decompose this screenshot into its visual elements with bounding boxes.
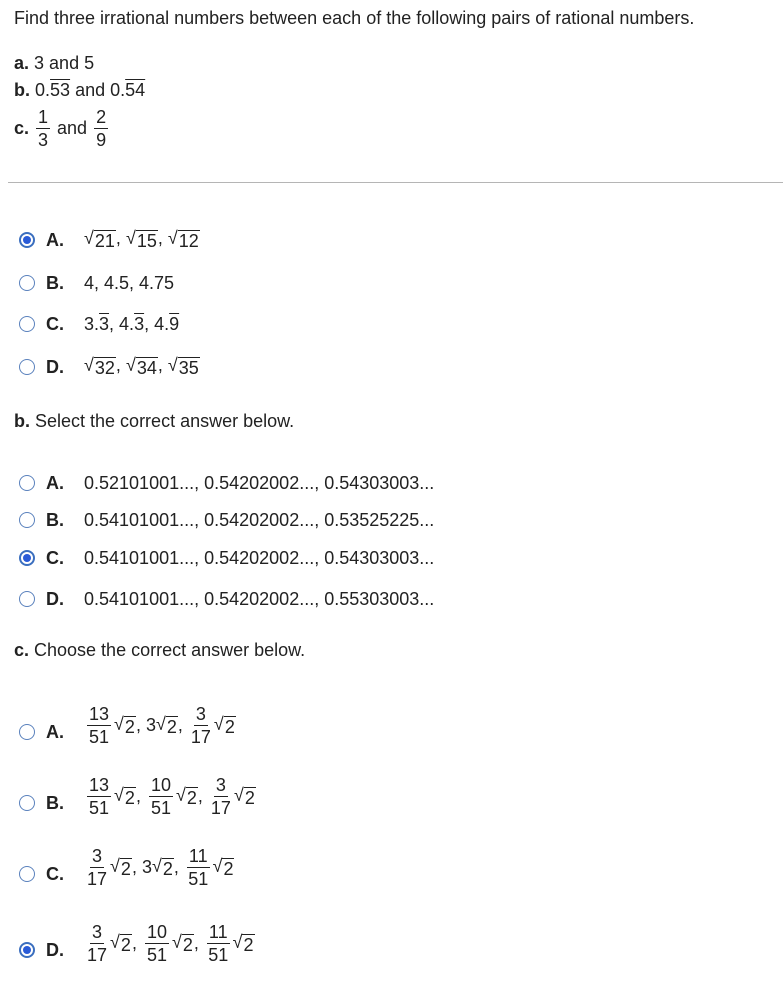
number-a: 0.53 (35, 80, 71, 100)
option-label: C. (46, 314, 64, 334)
number-b: 0.54 (110, 80, 146, 100)
option-text[interactable]: 0.54101001..., 0.54202002..., 0.55303003... (84, 589, 435, 609)
option-label: A. (46, 230, 64, 250)
option-label: A. (46, 722, 64, 742)
radio-c-C[interactable] (19, 866, 35, 882)
radio-b-A[interactable] (19, 475, 35, 491)
question-title: Find three irrational numbers between each of the following pairs of rational numbers. (14, 8, 695, 28)
option-text[interactable]: 4, 4.5, 4.75 (84, 273, 175, 293)
radio-c-B[interactable] (19, 795, 35, 811)
radio-a-B[interactable] (19, 275, 35, 291)
option-text[interactable]: 3.3, 4.3, 4.9 (84, 314, 180, 334)
option-label: B. (46, 273, 64, 293)
option-text[interactable]: $\frac{13}{51}$ √ 2 , 3 √ 2 , $\frac{3}{17}$ √ 2 (89, 704, 235, 747)
divider (8, 182, 783, 183)
part-c-prompt: c. Choose the correct answer below. (14, 640, 306, 660)
and-word: and (57, 118, 88, 139)
radio-c-D[interactable] (19, 942, 35, 958)
part-label: a. (14, 53, 30, 73)
and-word: and (75, 80, 106, 100)
option-text[interactable]: √ 21 , √ 15 , √ 12 (84, 228, 199, 251)
option-label: B. (46, 793, 64, 813)
part-b-line (14, 80, 145, 101)
radio-a-A[interactable] (19, 232, 35, 248)
part-text: 3 and 5 (34, 53, 95, 73)
option-label: C. (46, 864, 64, 884)
option-label: D. (46, 357, 64, 377)
option-label: A. (46, 473, 64, 493)
radio-c-A[interactable] (19, 724, 35, 740)
part-label: b. (14, 80, 30, 100)
option-label: B. (46, 510, 64, 530)
option-label: C. (46, 548, 64, 568)
option-text[interactable]: $\frac{3}{17}$ √ 2 , 3 √ 2 , $\frac{11}{51}$ √ 2 (87, 846, 234, 889)
option-text[interactable]: √ 32 , √ 34 , √ 35 (84, 355, 199, 378)
option-label: D. (46, 589, 64, 609)
option-label: D. (46, 940, 64, 960)
part-c-line (14, 108, 111, 150)
radio-a-D[interactable] (19, 359, 35, 375)
fraction: $\frac{1}{3}$ (38, 107, 49, 150)
fraction: $\frac{2}{9}$ (96, 107, 107, 150)
option-text[interactable]: 0.54101001..., 0.54202002..., 0.54303003... (84, 548, 435, 568)
radio-b-D[interactable] (19, 591, 35, 607)
radio-b-B[interactable] (19, 512, 35, 528)
option-text[interactable]: $\frac{13}{51}$ √ 2 , $\frac{10}{51}$ √ 2 , $\frac{3}{17}$ √ 2 (89, 775, 255, 818)
part-b-prompt: b. Select the correct answer below. (14, 411, 295, 431)
option-text[interactable]: 0.52101001..., 0.54202002..., 0.54303003... (84, 473, 435, 493)
radio-b-C[interactable] (19, 550, 35, 566)
option-text[interactable]: $\frac{3}{17}$ √ 2 , $\frac{10}{51}$ √ 2 , $\frac{11}{51}$ √ 2 (87, 922, 254, 965)
part-label: c. (14, 118, 30, 139)
part-a-line (14, 53, 94, 74)
radio-a-C[interactable] (19, 316, 35, 332)
option-text[interactable]: 0.54101001..., 0.54202002..., 0.53525225... (84, 510, 435, 530)
